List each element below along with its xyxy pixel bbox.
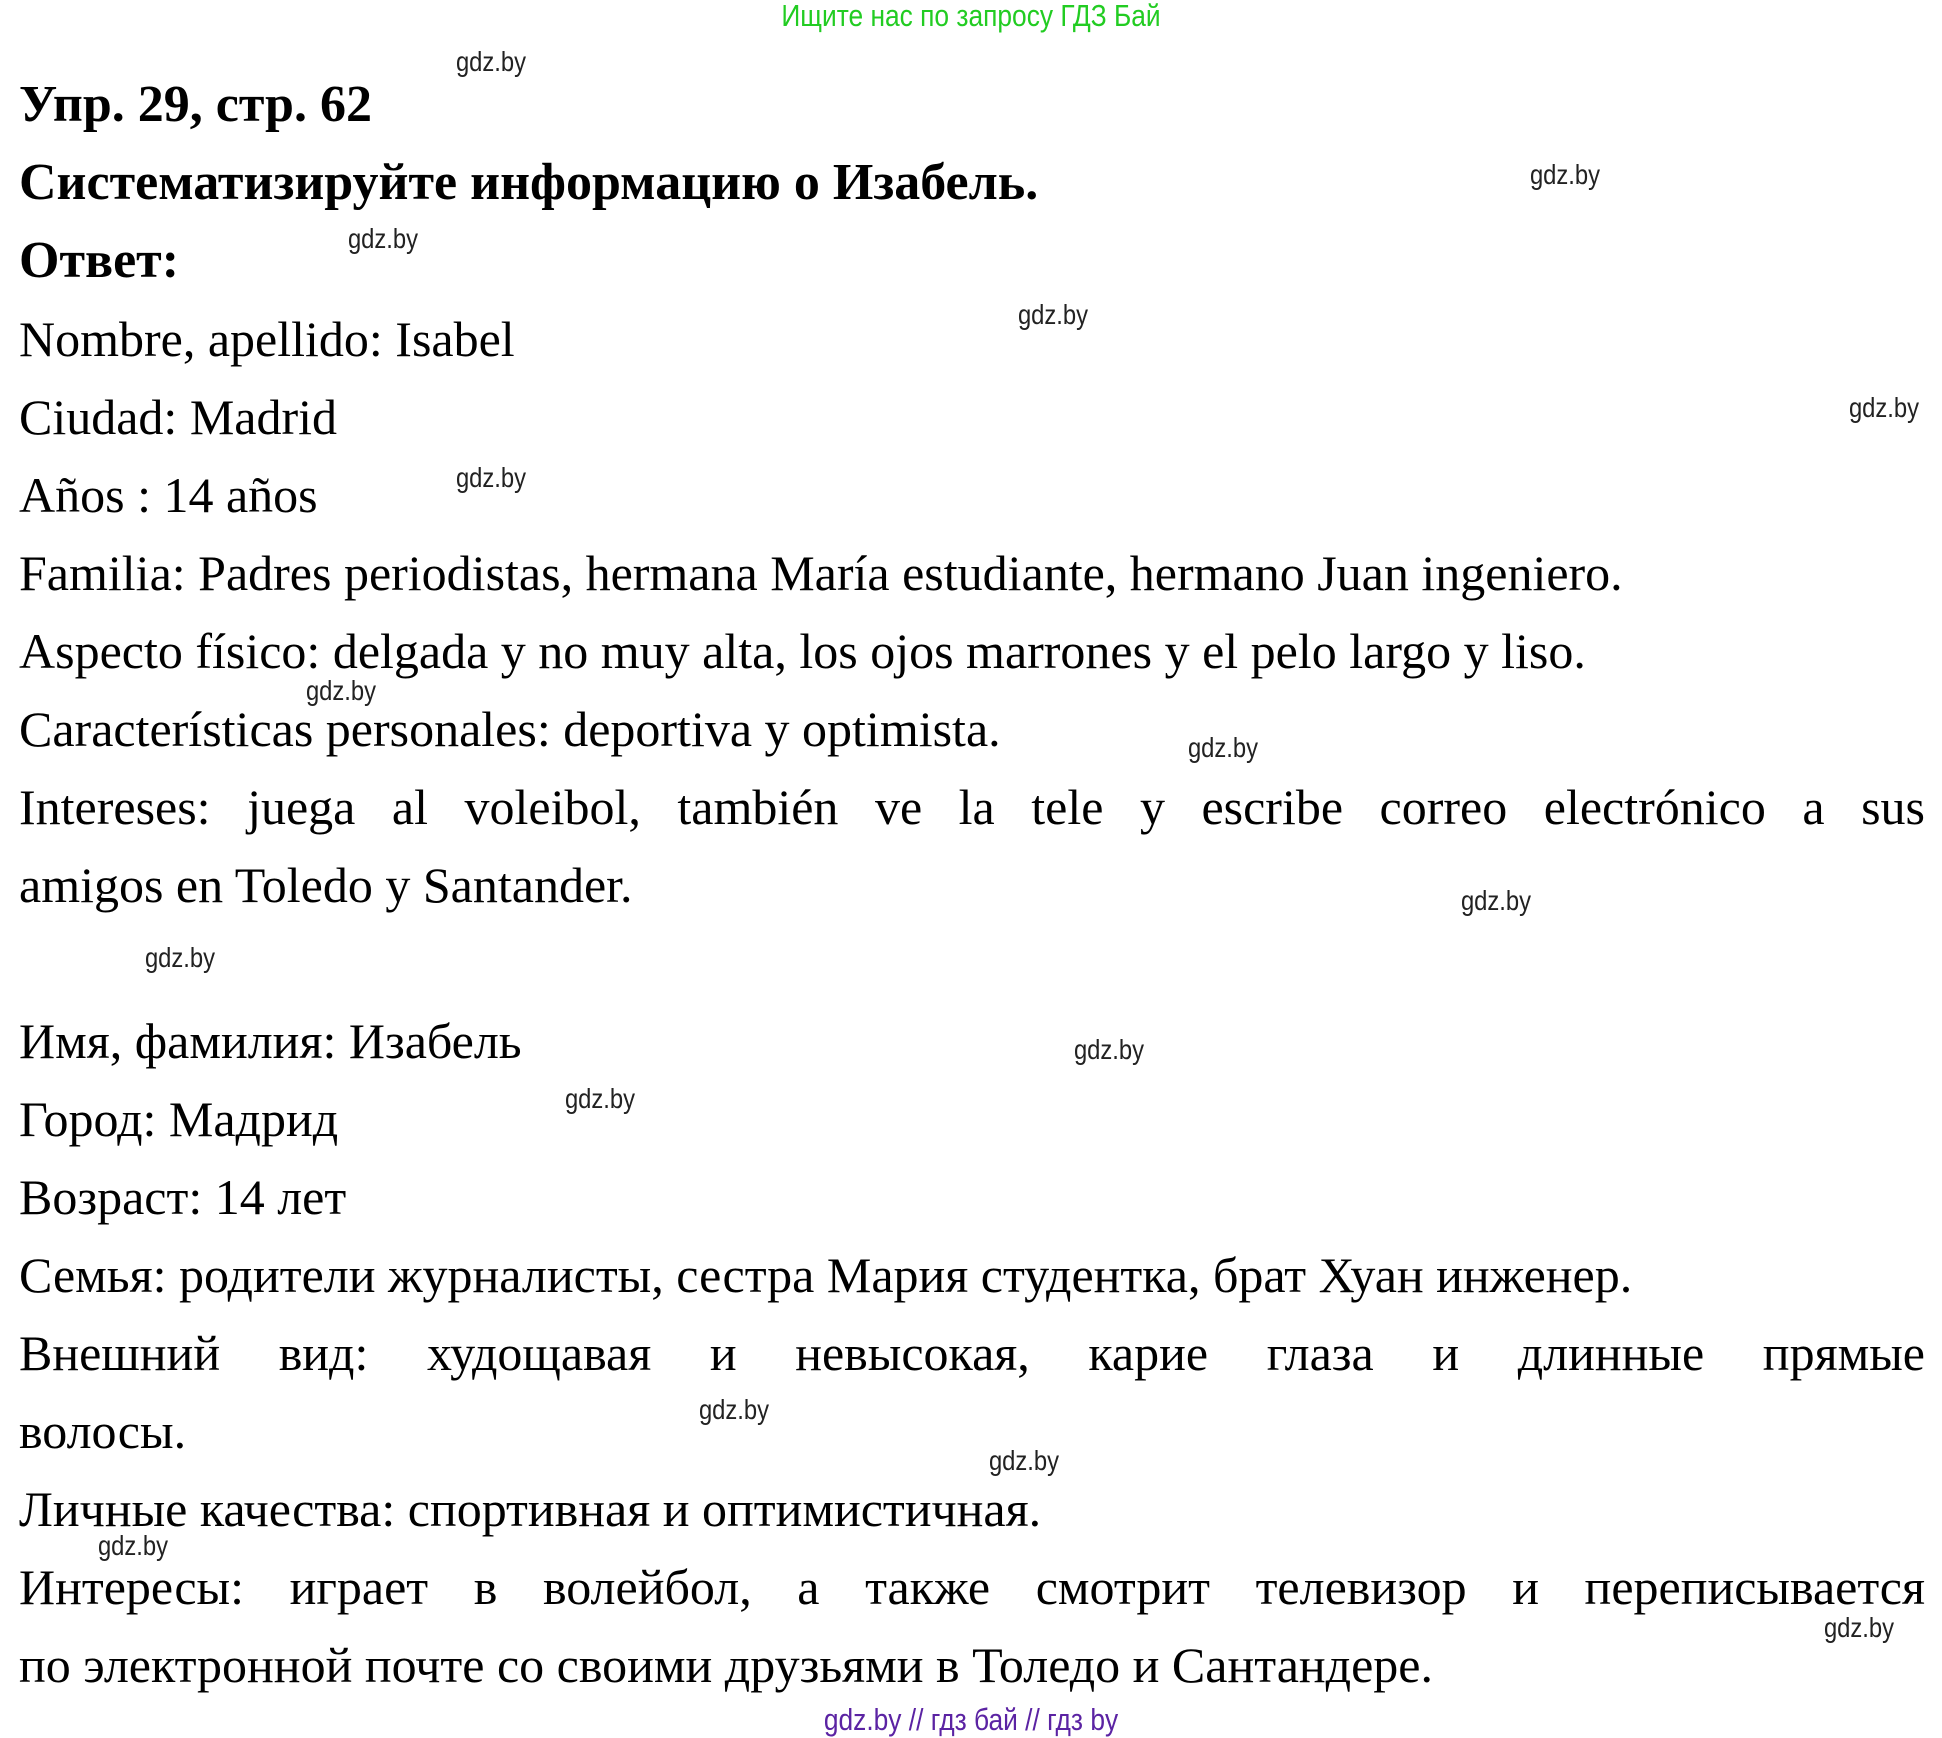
russian-line: по электронной почте со своими друзьями в Толедо и Сантандере. (19, 1637, 1433, 1693)
watermark: gdz.by (97, 1530, 169, 1561)
russian-line: волосы. (19, 1403, 187, 1459)
spanish-line: Nombre, apellido: Isabel (19, 311, 515, 367)
exercise-title: Упр. 29, стр. 62 (19, 76, 372, 133)
watermark: gdz.by (1823, 1612, 1895, 1643)
russian-line: Интересы: играет в волейбол, а также смотрит телевизор и переписывается (19, 1559, 1925, 1615)
watermark: gdz.by (1187, 732, 1259, 763)
watermark: gdz.by (564, 1083, 636, 1114)
watermark: gdz.by (1460, 885, 1532, 916)
watermark: gdz.by (1017, 299, 1089, 330)
russian-line: Внешний вид: худощавая и невысокая, карие глаза и длинные прямые (19, 1325, 1925, 1381)
russian-line: Имя, фамилия: Изабель (19, 1013, 522, 1069)
watermark: gdz.by (455, 462, 527, 493)
watermark: gdz.by (1529, 159, 1601, 190)
russian-line: Возраст: 14 лет (19, 1169, 347, 1225)
spanish-line: amigos en Toledo y Santander. (19, 857, 633, 913)
header-banner: Ищите нас по запросу ГДЗ Бай (781, 0, 1161, 33)
footer-banner: gdz.by // гдз бай // гдз by (823, 1702, 1119, 1737)
watermark: gdz.by (1848, 392, 1920, 423)
spanish-line: Aspecto físico: delgada y no muy alta, los ojos marrones y el pelo largo y liso. (19, 623, 1586, 679)
watermark: gdz.by (698, 1394, 770, 1425)
watermark: gdz.by (305, 675, 377, 706)
russian-line: Семья: родители журналисты, сестра Мария студентка, брат Хуан инженер. (19, 1247, 1633, 1303)
spanish-line: Ciudad: Madrid (19, 389, 338, 445)
spanish-line: Años : 14 años (19, 467, 318, 523)
task-text: Систематизируйте информацию о Изабель. (19, 154, 1039, 211)
watermark: gdz.by (1073, 1034, 1145, 1065)
russian-line: Город: Мадрид (19, 1091, 339, 1147)
spanish-line: Intereses: juega al voleibol, también ve la tele y escribe correo electrónico a sus (19, 779, 1925, 835)
watermark: gdz.by (988, 1445, 1060, 1476)
document-body (19, 66, 1925, 1704)
watermark: gdz.by (347, 223, 419, 254)
russian-line: Личные качества: спортивная и оптимистичная. (19, 1481, 1042, 1537)
answer-label: Ответ: (19, 232, 180, 289)
spanish-line: Características personales: deportiva y optimista. (19, 701, 1001, 757)
spanish-line: Familia: Padres periodistas, hermana María estudiante, hermano Juan ingeniero. (19, 545, 1623, 601)
blank-line (19, 924, 1925, 1002)
watermark: gdz.by (455, 46, 527, 77)
watermark: gdz.by (144, 942, 216, 973)
